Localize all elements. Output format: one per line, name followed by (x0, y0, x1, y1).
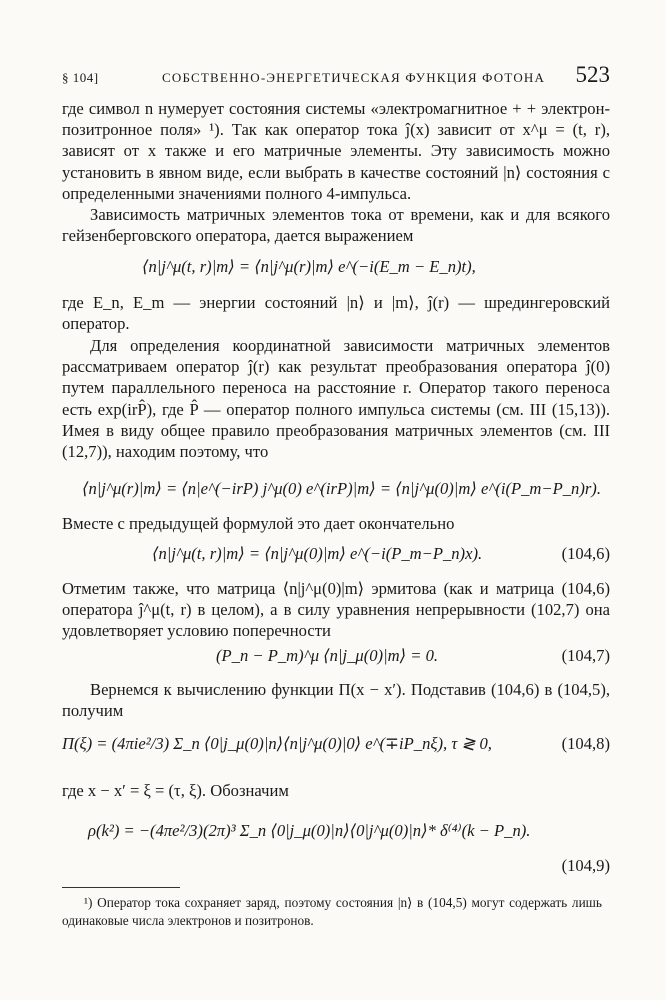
footnote-divider (62, 887, 180, 888)
equation-104-6: ⟨n|j^μ(t, r)|m⟩ = ⟨n|j^μ(0)|m⟩ e^(−i(P_m−P_n)x). (104,6) (62, 541, 610, 567)
chapter-title: СОБСТВЕННО-ЭНЕРГЕТИЧЕСКАЯ ФУНКЦИЯ ФОТОНА (162, 70, 546, 85)
equation-time-dependence: ⟨n|j^μ(t, r)|m⟩ = ⟨n|j^μ(r)|m⟩ e^(−i(E_m − E_n)t), (142, 257, 476, 276)
equation-104-9: ρ(k²) = −(4πe²/3)(2π)³ Σ_n ⟨0|j_μ(0)|n⟩⟨0|j^μ(0)|n⟩* δ⁽⁴⁾(k − P_n). (88, 821, 531, 840)
equation-number: (104,6) (561, 544, 610, 563)
equation-coordinate-dependence: ⟨n|j^μ(r)|m⟩ = ⟨n|e^(−irP) j^μ(0) e^(irP)|m⟩ = ⟨n|j^μ(0)|m⟩ e^(i(P_m−P_n)r). (82, 479, 601, 498)
paragraph-2: Зависимость матричных элементов тока от времени, как и для всякого гейзенберговского оператора, дается выражением (62, 205, 610, 246)
paragraph-4: Для определения координатной зависимости матричных элементов рассматриваем оператор ĵ(r) как результат преобразования оператора ĵ(0) путем параллельного переноса на расстояние r. Оператор такого переноса есть exp(irP̂), где P̂ — оператор полного импульса системы (см. III (15,13)). Имея в виду общее правило преобразования матричных элементов (см. III (12,7)), находим поэтому, что (62, 336, 610, 462)
equation-104-7: (P_n − P_m)^μ ⟨n|j_μ(0)|m⟩ = 0. (104,7) (62, 643, 610, 669)
footnote: ¹) Оператор тока сохраняет заряд, поэтому состояния |n⟩ в (104,5) могут содержать лишь одинаковые числа электронов и позитронов. (62, 895, 602, 928)
running-header (62, 62, 610, 92)
paragraph-8: где x − x′ = ξ = (τ, ξ). Обозначим (62, 781, 289, 800)
equation-number: (104,7) (561, 646, 610, 665)
equation-number: (104,8) (561, 734, 610, 753)
paragraph-1: где символ n нумерует состояния системы «электромагнитное + + электрон-позитронное поля» ¹). Так как оператор тока ĵ(x) зависит от x^μ = (t, r), зависят от x также и его матричные элементы. Эту зависимость можно установить в явном виде, если выбрать в качестве состояний |n⟩ состояния с определенными значениями полного 4-импульса. (62, 99, 610, 203)
page-number: 523 (575, 62, 610, 87)
section-label: § 104] (62, 70, 99, 85)
equation-104-8: Π(ξ) = (4πie²/3) Σ_n ⟨0|j_μ(0)|n⟩⟨n|j^μ(0)|0⟩ e^(∓iP_nξ), τ ≷ 0, (104,8) (62, 731, 610, 757)
paragraph-7: Вернемся к вычислению функции Π(x − x′). Подставив (104,6) в (104,5), получим (62, 680, 610, 721)
paragraph-3: где E_n, E_m — энергии состояний |n⟩ и |m⟩, ĵ(r) — шредингеровский оператор. (62, 293, 610, 334)
equation-number-104-9: (104,9) (561, 856, 610, 875)
paragraph-5: Вместе с предыдущей формулой это дает окончательно (62, 514, 455, 533)
paragraph-6: Отметим также, что матрица ⟨n|j^μ(0)|m⟩ эрмитова (как и матрица (104,6) оператора ĵ^μ(t, r) в целом), а в силу уравнения непрерывности (102,7) она удовлетворяет условию поперечности (62, 579, 610, 641)
